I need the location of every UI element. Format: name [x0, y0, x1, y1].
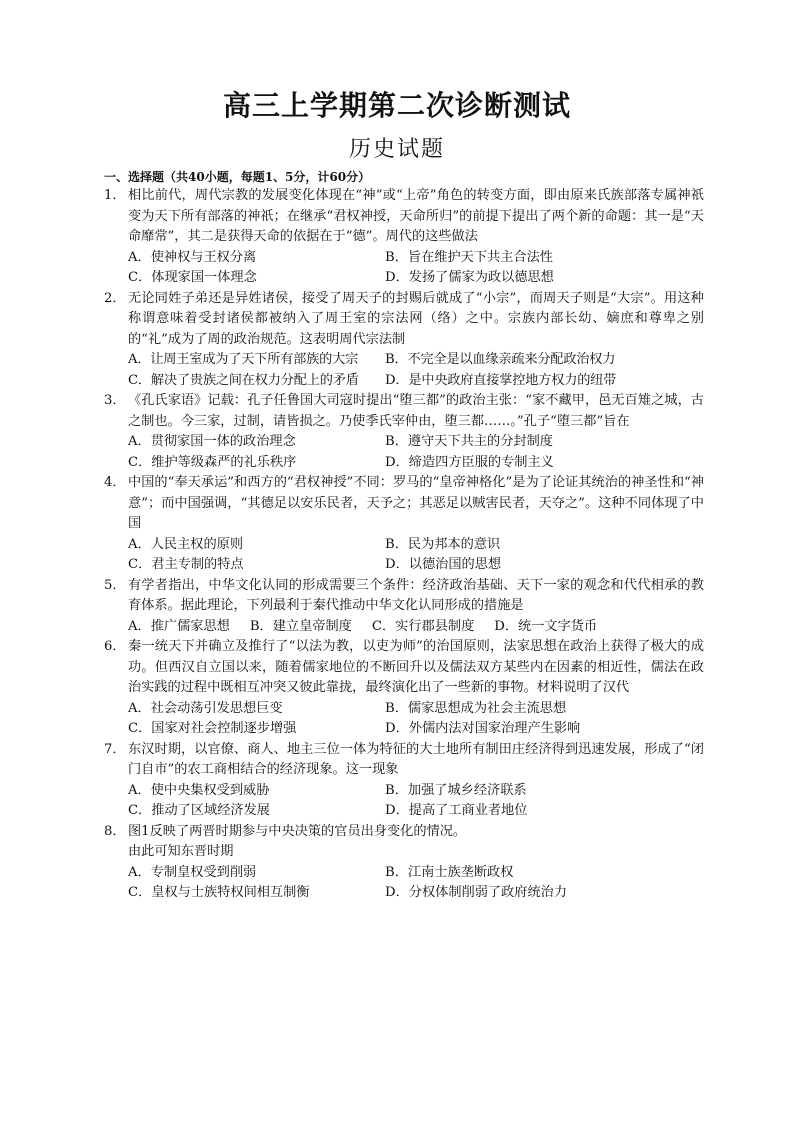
question-stem [104, 289, 704, 351]
option-c: C．体现家国一体理念 [128, 270, 257, 285]
option-b: B．民为邦本的意识 [385, 536, 501, 552]
option-a: A．专制皇权受到削弱 [128, 864, 257, 880]
option-c: C．推动了区域经济发展 [128, 803, 270, 818]
option-b: B．遵守天下共主的分封制度 [385, 434, 553, 449]
option-d: D．分权体制削弱了政府统治力 [385, 885, 568, 900]
option-a: A．让周王室成为了天下所有部族的大宗 [128, 352, 359, 367]
question-number: 3． [104, 393, 126, 408]
option-b: B．儒家思想成为社会主流思想 [385, 700, 567, 716]
question-stem [104, 391, 704, 432]
option-d: D．以德治国的思想 [385, 557, 502, 572]
option-c: C．维护等级森严的礼乐秩序 [128, 454, 297, 470]
question-number: 2． [104, 290, 126, 306]
question-text: 无论同姓子弟还是异姓诸侯，接受了周天子的封赐后就成了“小宗”，而周天子则是“大宗”。用这种称谓意味着受封诸侯都被纳入了周王室的宗法网（络）之中。宗族内部长幼、嫡庶和尊卑之别的“礼”成为了周的政治规范。这表明周代宗法制 [128, 290, 704, 347]
option-c: C．解决了贵族之间在权力分配上的矛盾 [128, 372, 359, 388]
option-b: B．建立皇帝制度 [249, 618, 352, 634]
question-number: 5． [104, 577, 126, 593]
question-number: 4． [104, 475, 126, 490]
question-stem [104, 576, 704, 617]
question-1 [104, 186, 704, 289]
option-a: A．推广儒家思想 [128, 618, 230, 634]
question-6 [104, 637, 704, 740]
option-d: D．外儒内法对国家治理产生影响 [385, 721, 581, 736]
question-stem [104, 822, 704, 843]
option-a: A．社会动荡引发思想巨变 [128, 700, 283, 716]
question-number: 7． [104, 741, 126, 757]
option-c: C．国家对社会控制逐步增强 [128, 721, 297, 736]
question-3 [104, 391, 704, 473]
option-d: D．缔造四方臣服的专制主义 [385, 454, 554, 470]
option-b: B．不完全是以血缘亲疏来分配政治权力 [385, 352, 616, 367]
option-b: B．加强了城乡经济联系 [385, 782, 527, 798]
question-stem [104, 637, 704, 699]
page-subtitle: 历史试题 [348, 137, 445, 162]
option-d: D．发扬了儒家为政以德思想 [385, 270, 554, 285]
section-heading: 一、选择题（共40小题，每题1、5分，计60分） [104, 170, 371, 184]
option-d: D．提高了工商业者地位 [385, 803, 528, 818]
question-7 [104, 740, 704, 822]
question-text: 相比前代，周代宗教的发展变化体现在“神”或“上帝”角色的转变方面，即由原来氏族部落专属神祇变为天下所有部落的神祇；在继承“君权神授，天命所归”的前提下提出了两个新的命题：其一是“天命靡常”，其二是获得天命的依据在于“德”。周代的这些做法 [128, 188, 704, 244]
question-text-2: 由此可知东晋时期 [128, 844, 234, 859]
option-d: D．统一文字货币 [494, 618, 598, 634]
question-list [104, 186, 704, 904]
question-number: 6． [104, 639, 126, 654]
question-text: 秦一统天下并确立及推行了“以法为教，以吏为师”的治国原则，法家思想在政治上获得了极大的成功。但西汉自立国以来，随着儒家地位的不断回升以及儒法双方某些内在因素的相近性，儒法在政治实践的过程中既相互冲突又彼此靠拢，最终演化出了一些新的事物。材料说明了汉代 [128, 639, 704, 695]
question-stem-continued [104, 842, 704, 863]
question-text: 中国的“奉天承运”和西方的“君权神授”不同：罗马的“皇帝神格化”是为了论证其统治的神圣性和“神意”；而中国强调，“其德足以安乐民者，天予之；其恶足以贼害民者，天夺之”。这种不同体现了中国 [128, 475, 704, 531]
option-a: A．人民主权的原则 [128, 536, 244, 552]
option-c: C．实行郡县制度 [371, 618, 475, 634]
option-a: A．贯彻家国一体的政治理念 [128, 434, 296, 449]
question-text: 东汉时期，以官僚、商人、地主三位一体为特征的大土地所有制田庄经济得到迅速发展，形成了“闭门自市”的农工商相结合的经济现象。这一现象 [128, 741, 704, 777]
option-b: B．旨在维护天下共主合法性 [385, 249, 553, 265]
question-stem [104, 473, 704, 535]
question-text: 有学者指出，中华文化认同的形成需要三个条件：经济政治基础、天下一家的观念和代代相承的教育体系。据此理论，下列最利于秦代推动中华文化认同形成的措施是 [128, 577, 704, 613]
question-stem [104, 186, 704, 248]
option-d: D．是中央政府直接掌控地方权力的纽带 [385, 372, 617, 388]
question-text: 《孔氏家语》记载：孔子任鲁国大司寇时提出“堕三都”的政治主张：“家不藏甲，邑无百雉之城，古之制也。今三家，过制，请皆损之。乃使季氏宰仲由，堕三都……。”孔子“堕三都”旨在 [128, 393, 704, 429]
question-2 [104, 289, 704, 392]
question-text: 图1反映了两晋时期参与中央决策的官员出身变化的情况。 [128, 823, 467, 839]
option-a: A．使神权与王权分离 [128, 249, 257, 265]
question-4 [104, 473, 704, 576]
option-a: A．使中央集权受到威胁 [128, 782, 270, 798]
option-b: B．江南士族垄断政权 [385, 864, 514, 880]
question-8 [104, 822, 704, 904]
question-5 [104, 576, 704, 638]
question-number: 1． [104, 188, 126, 203]
question-number: 8． [104, 823, 126, 839]
option-c: C．皇权与士族特权间相互制衡 [128, 885, 310, 900]
option-c: C．君主专制的特点 [128, 557, 244, 572]
page-title: 高三上学期第二次诊断测试 [222, 89, 571, 122]
question-stem [104, 740, 704, 781]
